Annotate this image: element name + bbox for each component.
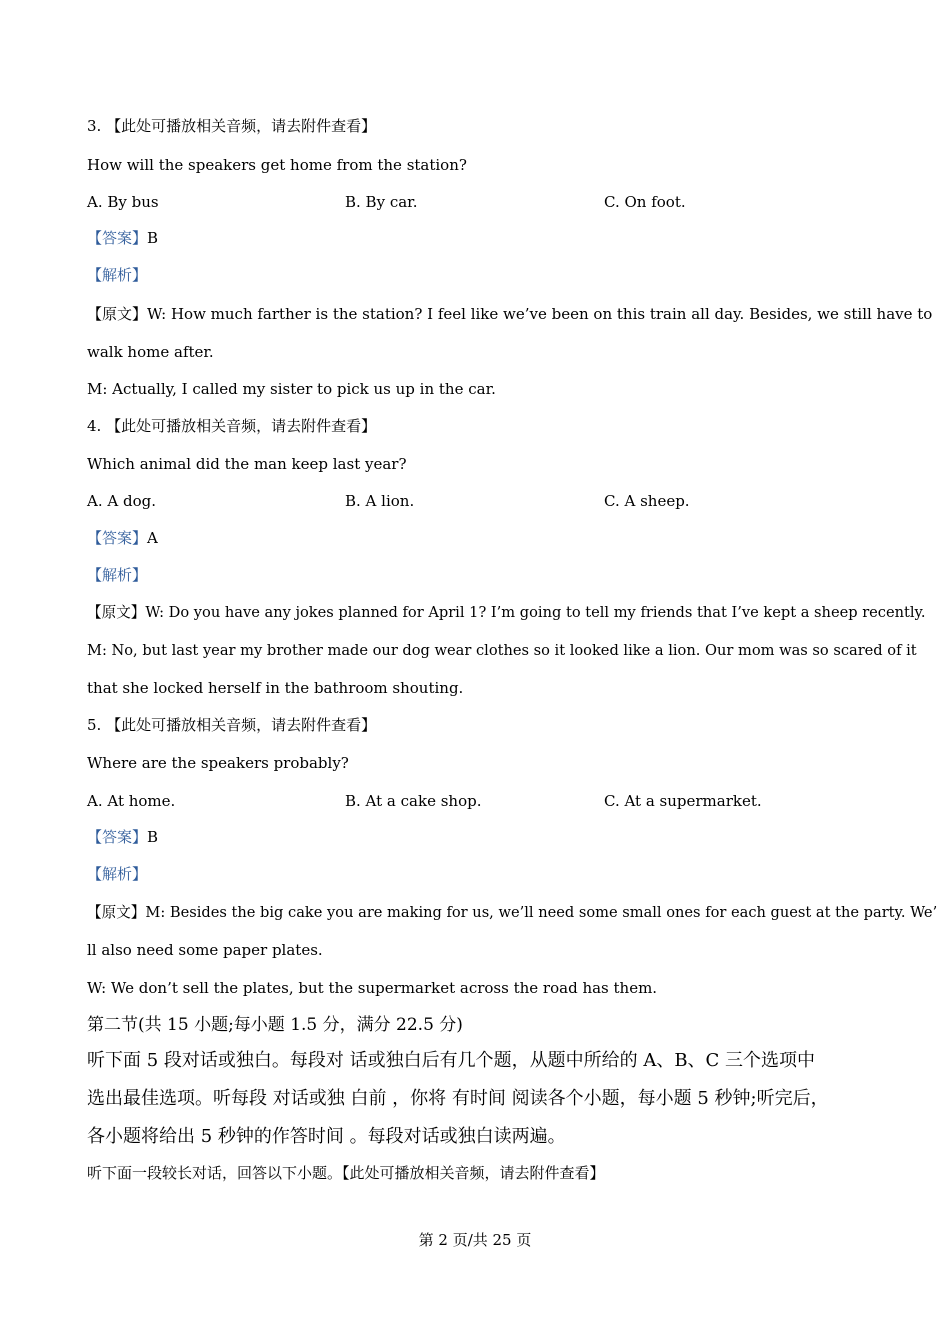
q5-option-a: A. At home. [87, 792, 176, 810]
q4-question: Which animal did the man keep last year? [87, 455, 407, 473]
q4-transcript-label: 【原文】 [87, 604, 146, 621]
q4-number: 4. [87, 417, 102, 435]
q5-transcript-line-2: ll also need some paper plates. [87, 941, 323, 959]
q3-transcript-line-1 [87, 304, 932, 324]
section2-instruction-3: 各小题将给出 5 秒钟的作答时间 。每段对话或独白读两遍。 [87, 1126, 566, 1147]
q3-answer-label: 【答案】 [87, 229, 148, 247]
q4-option-b: B. A lion. [345, 492, 415, 510]
q4-option-c: C. A sheep. [604, 492, 690, 510]
q3-answer-value: B [147, 229, 159, 247]
q3-audio-link[interactable]: 【此处可播放相关音频，请去附件查看】 [106, 117, 377, 135]
q3-option-b: B. By car. [345, 193, 418, 211]
q3-number: 3. [87, 117, 102, 135]
q4-option-a: A. A dog. [87, 492, 156, 510]
q5-question: Where are the speakers probably? [87, 754, 349, 772]
q5-analysis-label: 【解析】 [87, 865, 148, 883]
q5-option-b: B. At a cake shop. [345, 792, 482, 810]
q5-transcript-text-1: M: Besides the big cake you are making for us, we’ll need some small ones for each guest at the party. We’ [145, 904, 938, 921]
q3-analysis-label: 【解析】 [87, 266, 148, 284]
q4-answer-label: 【答案】 [87, 529, 148, 547]
q4-answer-value: A [147, 529, 158, 547]
q3-header [87, 116, 376, 136]
q4-audio-link[interactable]: 【此处可播放相关音频，请去附件查看】 [106, 417, 377, 435]
q5-option-c: C. At a supermarket. [604, 792, 762, 810]
section2-heading: 第二节(共 15 小题;每小题 1.5 分，满分 22.5 分) [87, 1015, 463, 1035]
q4-header [87, 416, 376, 436]
q4-transcript-text-1: W: Do you have any jokes planned for April 1? I’m going to tell my friends that I’ve kept a sheep recently. [145, 604, 926, 621]
q4-transcript-line-3: that she locked herself in the bathroom shouting. [87, 679, 464, 697]
q5-number: 5. [87, 716, 102, 734]
q4-transcript-line-1 [87, 603, 926, 623]
q4-transcript-line-2: M: No, but last year my brother made our dog wear clothes so it looked like a lion. Our mom was so scared of it [87, 642, 917, 659]
q4-answer [87, 528, 158, 548]
page-footer: 第 2 页/共 25 页 [418, 1231, 532, 1249]
q3-transcript-text-1: W: How much farther is the station? I feel like we’ve been on this train all day. Besides, we still have to [147, 305, 933, 323]
q5-answer [87, 827, 158, 847]
section2-instruction-1: 听下面 5 段对话或独白。每段对 话或独白后有几个题，从题中所给的 A、B、C 三个选项中 [87, 1050, 816, 1071]
q3-question: How will the speakers get home from the station? [87, 156, 467, 174]
q3-option-c: C. On foot. [604, 193, 686, 211]
q4-analysis-label: 【解析】 [87, 566, 148, 584]
q5-header [87, 715, 376, 735]
q3-transcript-label: 【原文】 [87, 305, 148, 323]
q5-audio-link[interactable]: 【此处可播放相关音频，请去附件查看】 [106, 716, 377, 734]
q3-transcript-line-3: M: Actually, I called my sister to pick us up in the car. [87, 380, 496, 398]
section2-instruction-2: 选出最佳选项。听每段 对话或独 白前 ，你将 有时间 阅读各个小题，每小题 5 秒钟;听完后， [87, 1088, 829, 1109]
q3-transcript-line-2: walk home after. [87, 343, 214, 361]
q5-transcript-label: 【原文】 [87, 904, 146, 921]
q3-answer [87, 228, 158, 248]
q5-transcript-line-1 [87, 903, 937, 923]
section2-intro: 听下面一段较长对话，回答以下小题。【此处可播放相关音频，请去附件查看】 [87, 1164, 605, 1182]
q5-answer-value: B [147, 828, 159, 846]
q5-answer-label: 【答案】 [87, 828, 148, 846]
q5-transcript-line-3: W: We don’t sell the plates, but the supermarket across the road has them. [87, 979, 658, 997]
q3-option-a: A. By bus [87, 193, 159, 211]
